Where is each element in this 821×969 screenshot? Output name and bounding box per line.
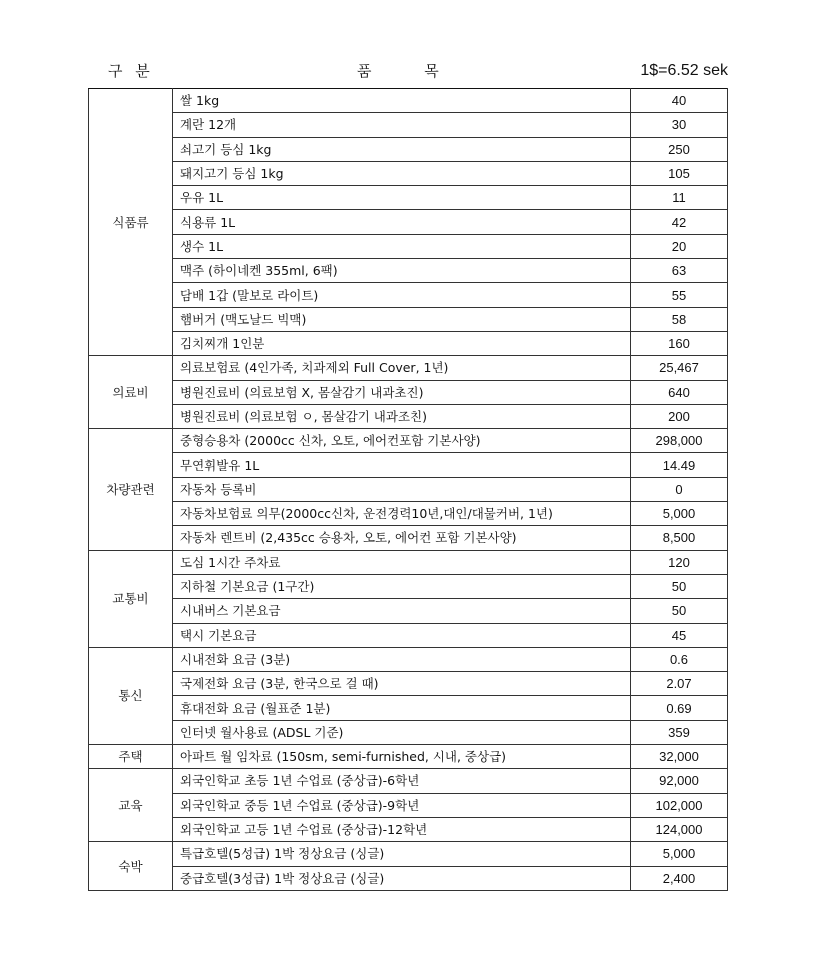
item-cell: 우유 1L — [173, 186, 631, 210]
value-cell: 5,000 — [631, 502, 728, 526]
category-cell: 숙박 — [89, 842, 173, 891]
table-row — [89, 647, 728, 671]
item-cell: 식용류 1L — [173, 210, 631, 234]
table-row — [89, 137, 728, 161]
item-cell: 자동차 렌트비 (2,435cc 승용차, 오토, 에어컨 포함 기본사양) — [173, 526, 631, 550]
table-row — [89, 380, 728, 404]
item-cell: 시내전화 요금 (3분) — [173, 647, 631, 671]
value-cell: 25,467 — [631, 356, 728, 380]
table-row — [89, 502, 728, 526]
item-cell: 병원진료비 (의료보험 ㅇ, 몸살감기 내과조친) — [173, 404, 631, 428]
item-cell: 인터넷 월사용료 (ADSL 기준) — [173, 720, 631, 744]
item-cell: 쌀 1kg — [173, 89, 631, 113]
table-row — [89, 550, 728, 574]
header-item: 품 목 — [357, 62, 439, 80]
category-cell: 차량관련 — [89, 429, 173, 550]
table-row — [89, 672, 728, 696]
value-cell: 32,000 — [631, 745, 728, 769]
table-row — [89, 696, 728, 720]
item-cell: 외국인학교 중등 1년 수업료 (중상급)-9학년 — [173, 793, 631, 817]
item-cell: 중형승용차 (2000cc 신차, 오토, 에어컨포함 기본사양) — [173, 429, 631, 453]
category-cell: 의료비 — [89, 356, 173, 429]
value-cell: 58 — [631, 307, 728, 331]
table-row — [89, 623, 728, 647]
value-cell: 8,500 — [631, 526, 728, 550]
value-cell: 63 — [631, 259, 728, 283]
item-cell: 중급호텔(3성급) 1박 정상요금 (싱글) — [173, 866, 631, 890]
table-row — [89, 234, 728, 258]
table-row — [89, 817, 728, 841]
table-row — [89, 477, 728, 501]
table-row — [89, 526, 728, 550]
table-row — [89, 89, 728, 113]
value-cell: 11 — [631, 186, 728, 210]
table-row — [89, 283, 728, 307]
value-cell: 0.6 — [631, 647, 728, 671]
item-cell: 자동차 등록비 — [173, 477, 631, 501]
value-cell: 2,400 — [631, 866, 728, 890]
table-row — [89, 866, 728, 890]
table-row — [89, 356, 728, 380]
value-cell: 0 — [631, 477, 728, 501]
table-row — [89, 769, 728, 793]
value-cell: 2.07 — [631, 672, 728, 696]
table-row — [89, 307, 728, 331]
item-cell: 외국인학교 고등 1년 수업료 (중상급)-12학년 — [173, 817, 631, 841]
item-cell: 계란 12개 — [173, 113, 631, 137]
value-cell: 200 — [631, 404, 728, 428]
table-row — [89, 842, 728, 866]
table-row — [89, 161, 728, 185]
value-cell: 0.69 — [631, 696, 728, 720]
header-exchange-rate: 1$=6.52 sek — [640, 62, 728, 79]
value-cell: 160 — [631, 331, 728, 355]
value-cell: 5,000 — [631, 842, 728, 866]
item-cell: 햄버거 (맥도날드 빅맥) — [173, 307, 631, 331]
table-row — [89, 574, 728, 598]
table-row — [89, 429, 728, 453]
item-cell: 무연휘발유 1L — [173, 453, 631, 477]
value-cell: 640 — [631, 380, 728, 404]
table-row — [89, 453, 728, 477]
table-row — [89, 113, 728, 137]
item-cell: 자동차보험료 의무(2000cc신차, 운전경력10년,대인/대물커버, 1년) — [173, 502, 631, 526]
item-cell: 휴대전화 요금 (월표준 1분) — [173, 696, 631, 720]
value-cell: 120 — [631, 550, 728, 574]
value-cell: 102,000 — [631, 793, 728, 817]
value-cell: 40 — [631, 89, 728, 113]
value-cell: 92,000 — [631, 769, 728, 793]
value-cell: 20 — [631, 234, 728, 258]
table-row — [89, 259, 728, 283]
value-cell: 30 — [631, 113, 728, 137]
table-row — [89, 745, 728, 769]
item-cell: 김치찌개 1인분 — [173, 331, 631, 355]
value-cell: 50 — [631, 599, 728, 623]
item-cell: 시내버스 기본요금 — [173, 599, 631, 623]
table-row — [89, 186, 728, 210]
item-cell: 병원진료비 (의료보험 X, 몸살감기 내과초진) — [173, 380, 631, 404]
value-cell: 359 — [631, 720, 728, 744]
item-cell: 국제전화 요금 (3분, 한국으로 걸 때) — [173, 672, 631, 696]
header-category: 구 분 — [108, 62, 154, 80]
value-cell: 55 — [631, 283, 728, 307]
item-cell: 도심 1시간 주차료 — [173, 550, 631, 574]
category-cell: 교육 — [89, 769, 173, 842]
value-cell: 298,000 — [631, 429, 728, 453]
item-cell: 외국인학교 초등 1년 수업료 (중상급)-6학년 — [173, 769, 631, 793]
category-cell: 통신 — [89, 647, 173, 744]
value-cell: 14.49 — [631, 453, 728, 477]
item-cell: 특급호텔(5성급) 1박 정상요금 (싱글) — [173, 842, 631, 866]
table-row — [89, 404, 728, 428]
table-row — [89, 793, 728, 817]
table-row — [89, 331, 728, 355]
table-row — [89, 210, 728, 234]
cost-of-living-table — [88, 88, 728, 891]
table-row — [89, 599, 728, 623]
value-cell: 250 — [631, 137, 728, 161]
item-cell: 생수 1L — [173, 234, 631, 258]
category-cell: 교통비 — [89, 550, 173, 647]
table-row — [89, 720, 728, 744]
item-cell: 맥주 (하이네켄 355ml, 6팩) — [173, 259, 631, 283]
value-cell: 42 — [631, 210, 728, 234]
value-cell: 124,000 — [631, 817, 728, 841]
category-cell: 주택 — [89, 745, 173, 769]
item-cell: 아파트 월 임차료 (150sm, semi-furnished, 시내, 중상급) — [173, 745, 631, 769]
item-cell: 돼지고기 등심 1kg — [173, 161, 631, 185]
value-cell: 105 — [631, 161, 728, 185]
item-cell: 쇠고기 등심 1kg — [173, 137, 631, 161]
item-cell: 택시 기본요금 — [173, 623, 631, 647]
item-cell: 의료보험료 (4인가족, 치과제외 Full Cover, 1년) — [173, 356, 631, 380]
category-cell: 식품류 — [89, 89, 173, 356]
item-cell: 담배 1갑 (말보로 라이트) — [173, 283, 631, 307]
value-cell: 45 — [631, 623, 728, 647]
value-cell: 50 — [631, 574, 728, 598]
item-cell: 지하철 기본요금 (1구간) — [173, 574, 631, 598]
